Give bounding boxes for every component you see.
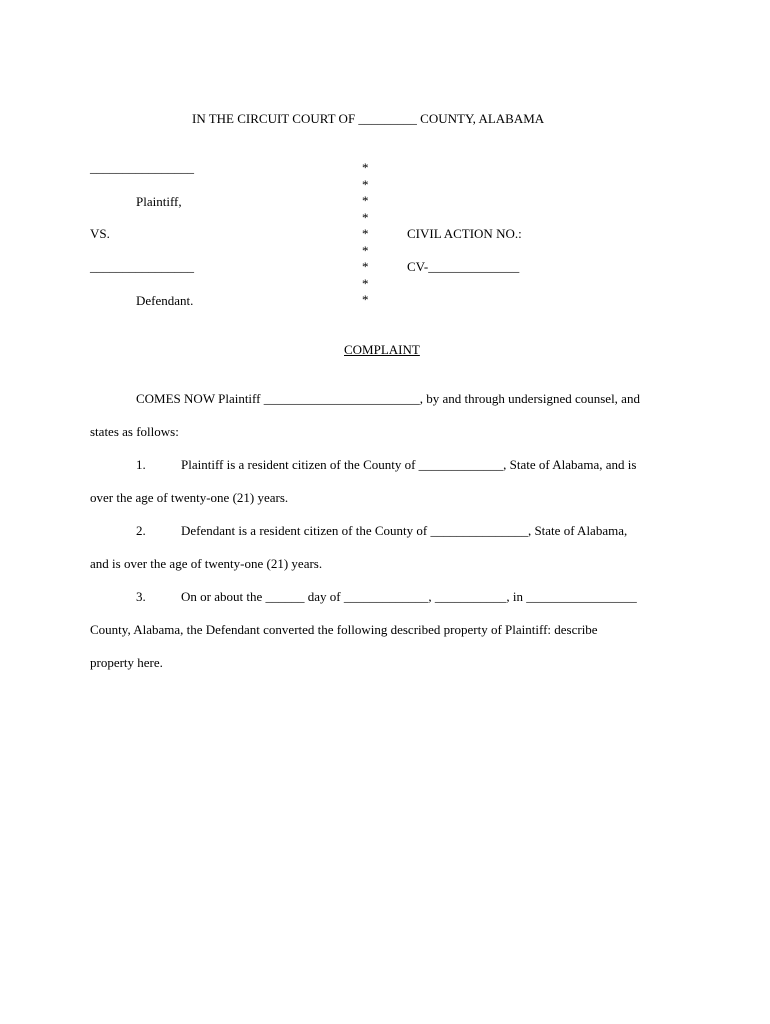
caption-asterisk: * — [362, 193, 369, 208]
versus-label: VS. — [90, 226, 110, 241]
paragraph-text: property here. — [90, 655, 163, 670]
plaintiff-name-blank: ________________ — [90, 160, 194, 175]
paragraph-number: 1. — [136, 457, 146, 472]
caption-asterisk: * — [362, 226, 369, 241]
case-number: CV-______________ — [407, 259, 520, 274]
caption-asterisk: * — [362, 259, 369, 274]
court-heading: IN THE CIRCUIT COURT OF _________ COUNTY, ALABAMA — [192, 111, 545, 126]
paragraph-text: and is over the age of twenty-one (21) years. — [90, 556, 323, 571]
defendant-name-blank: ________________ — [90, 259, 194, 274]
caption-asterisk: * — [362, 243, 369, 258]
intro-line: COMES NOW Plaintiff ________________________, by and through undersigned counsel, and — [136, 391, 640, 406]
caption-asterisk: * — [362, 177, 369, 192]
defendant-label: Defendant. — [136, 293, 194, 308]
caption-asterisk: * — [362, 210, 369, 225]
caption-asterisk: * — [362, 276, 369, 291]
caption-asterisk: * — [362, 292, 369, 307]
document-title: COMPLAINT — [344, 342, 420, 357]
paragraph-text: On or about the ______ day of _____________, ___________, in _________________ — [181, 589, 637, 604]
paragraph-text: County, Alabama, the Defendant converted the following described property of Plaintiff: describe — [90, 622, 598, 637]
paragraph-number: 2. — [136, 523, 146, 538]
paragraph-number: 3. — [136, 589, 146, 604]
paragraph-text: over the age of twenty-one (21) years. — [90, 490, 289, 505]
civil-action-label: CIVIL ACTION NO.: — [407, 226, 522, 241]
intro-line: states as follows: — [90, 424, 179, 439]
paragraph-text: Plaintiff is a resident citizen of the County of _____________, State of Alabama, and is — [181, 457, 637, 472]
paragraph-text: Defendant is a resident citizen of the County of _______________, State of Alabama, — [181, 523, 628, 538]
caption-asterisk: * — [362, 160, 369, 175]
plaintiff-label: Plaintiff, — [136, 194, 182, 209]
